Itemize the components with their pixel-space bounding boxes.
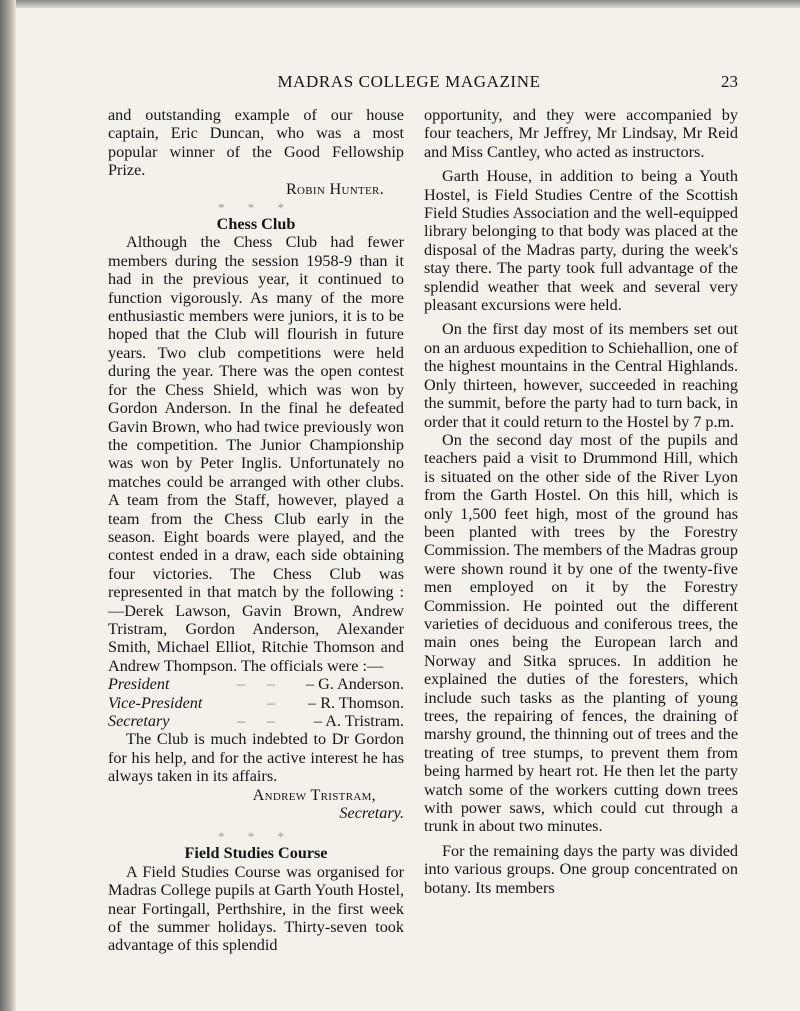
- official-dash: –: [236, 675, 246, 694]
- section-separator: * * *: [218, 200, 294, 216]
- section-separator: * * *: [218, 829, 294, 845]
- official-name: – A. Tristram.: [314, 712, 404, 730]
- official-name: – R. Thomson.: [308, 693, 404, 712]
- right-column: [424, 106, 738, 897]
- garth-house-paragraph: Garth House, in addition to being a Youth Hostel, is Field Studies Centre of the Scottish Field Studies Association and the well-equipped library belonging to that body was placed at the disposal of the Madras party, during the week's stay there. The party took full advantage of the splendid weather that week and several very pleasant excursions were held.: [424, 167, 738, 315]
- page-number: 23: [721, 72, 738, 91]
- chess-thanks-paragraph: The Club is much indebted to Dr Gordon for his help, and for the active interest he has always taken in its affairs.: [108, 730, 404, 786]
- official-role: President: [108, 675, 170, 694]
- field-studies-continued: opportunity, and they were accompanied by four teachers, Mr Jeffrey, Mr Lindsay, Mr Reid and Miss Cantley, who acted as instructors.: [424, 106, 738, 161]
- official-dash: –: [266, 712, 276, 730]
- officials-row: [108, 712, 404, 730]
- official-role: Vice-President: [108, 693, 203, 712]
- chess-club-heading: Chess Club: [216, 215, 296, 234]
- officials-table: [108, 675, 404, 730]
- officials-row: [108, 675, 404, 693]
- chess-signature-title: Secretary.: [339, 804, 404, 823]
- officials-row: [108, 694, 404, 712]
- page-top-edge: [0, 0, 800, 8]
- official-dash: –: [236, 712, 246, 730]
- schiehallion-paragraph: On the first day most of its members set out on an arduous expedition to Schiehallion, one of the highest mountains in the Central Highlands. Only thirteen, however, succeeded in reaching the summit, before the party had to turn back, in order that it could return to the Hostel by 7 p.m.: [424, 320, 738, 431]
- chess-club-paragraph: Although the Chess Club had fewer members during the session 1958-9 than it had in the previous year, it continued to function vigorously. As many of the more enthusiastic members were juniors, it is to be hoped that the Club will flourish in future years. Two club competitions were held during the year. There was the open contest for the Chess Shield, which was won by Gordon Anderson. In the final he defeated Gavin Brown, who had twice previously won the competition. The Junior Championship was won by Peter Inglis. Unfortunately no matches could be arranged with other clubs. A team from the Staff, however, played a team from the Chess Club early in the season. Eight boards were played, and the contest ended in a draw, each side obtaining four victories. The Chess Club was represented in that match by the following :—Derek Lawson, Gavin Brown, Andrew Tristram, Gordon Anderson, Alexander Smith, Michael Elliot, Ritchie Thomson and Andrew Thompson. The officials were :—: [108, 233, 404, 675]
- magazine-title: MADRAS COLLEGE MAGAZINE: [277, 72, 541, 91]
- official-role: Secretary: [108, 712, 170, 730]
- field-studies-heading: Field Studies Course: [184, 844, 328, 863]
- page-binding-edge: [0, 0, 16, 1011]
- official-name: – G. Anderson.: [305, 675, 404, 694]
- page-header: [80, 72, 738, 96]
- drummond-hill-paragraph: On the second day most of the pupils and teachers paid a visit to Drummond Hill, which is situated on the other side of the River Lyon from the Garth Hostel. On this hill, which is only 1,500 feet high, most of the ground has been planted with trees by the Forestry Commission. The members of the Madras group were shown round it by one of the twenty-five men employed on it by the Forestry Commission. He pointed out the different varieties of deciduous and coniferous trees, the main ones being the European larch and Norway and Sitka spruces. In addition he explained the duties of the foresters, which include such tasks as the planting of young trees, the repairing of fences, the draining of marshy ground, the thinning out of trees and the treating of tree stumps, to prevent them from being harmed by heart rot. He then let the party watch some of the workers cutting down trees with power saws, which could cut through a trunk in about two minutes.: [424, 430, 738, 836]
- left-column: [108, 106, 404, 955]
- official-dash: –: [266, 693, 276, 712]
- field-studies-paragraph: A Field Studies Course was organised for Madras College pupils at Garth Youth Hostel, near Fortingall, Perthshire, in the first week of the summer holidays. Thirty-seven took advantage of this splendid: [108, 862, 404, 955]
- chess-signature-name: Andrew Tristram,: [252, 785, 376, 804]
- house-report-ending: and outstanding example of our house captain, Eric Duncan, who was a most popular winner of the Good Fellowship Prize.: [108, 106, 404, 180]
- official-dash: –: [266, 675, 276, 694]
- official-dash: [226, 694, 256, 712]
- house-report-signature: Robin Hunter.: [285, 179, 384, 198]
- remaining-days-paragraph: For the remaining days the party was divided into various groups. One group concentrated on botany. Its members: [424, 841, 738, 897]
